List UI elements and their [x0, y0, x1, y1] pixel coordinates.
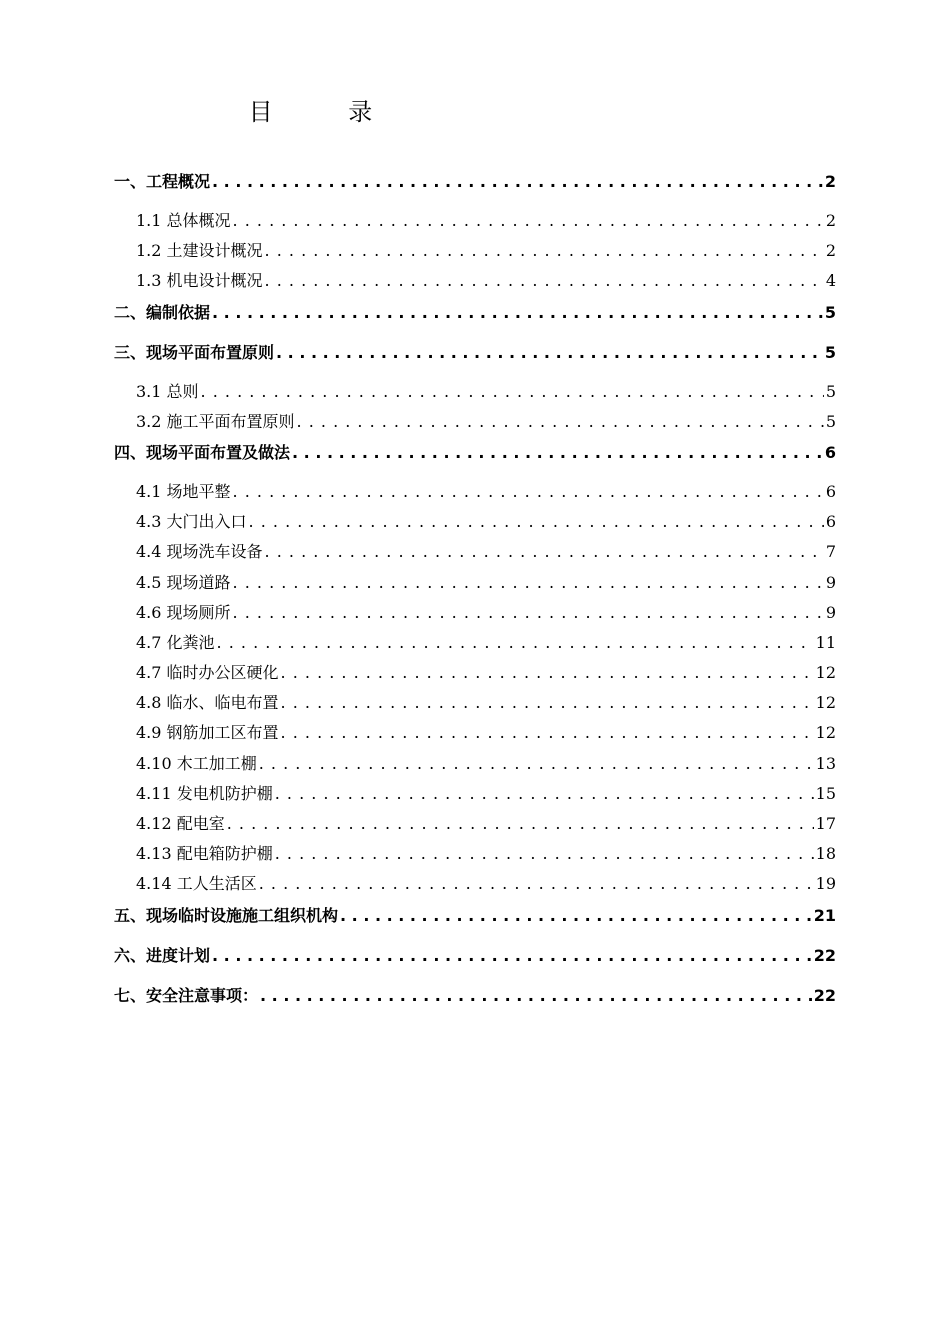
toc-dot-leader [275, 839, 814, 869]
toc-entry-label: 1.3 机电设计概况 [136, 271, 263, 291]
toc-entry-label: 4.11 发电机防护棚 [136, 783, 273, 803]
toc-entry-label: 4.12 配电室 [136, 814, 225, 833]
toc-entry-label: 1.1 总体概况 [136, 211, 231, 230]
toc-entry-label: 4.7 化粪池 [136, 632, 215, 652]
toc-section-entry[interactable] [114, 206, 836, 236]
toc-entry-label: 1.2 土建设计概况 [136, 241, 263, 261]
toc-page-number: 7 [825, 542, 836, 562]
toc-page-number: 21 [813, 905, 836, 925]
toc-page-number: 2 [825, 241, 836, 261]
toc-page-number: 15 [815, 783, 836, 803]
toc-entry-label: 六、进度计划 [114, 945, 211, 965]
toc-dot-leader [259, 869, 814, 899]
toc-chapter-entry[interactable] [114, 166, 836, 206]
toc-section-entry[interactable] [114, 809, 836, 839]
toc-page-number: 12 [815, 723, 836, 743]
toc-dot-leader [340, 900, 812, 932]
toc-entry-label: 五、现场临时设施施工组织机构 [114, 905, 339, 925]
toc-section-entry[interactable] [114, 598, 836, 628]
table-of-contents [114, 166, 836, 1020]
toc-page-number: 5 [825, 381, 836, 401]
toc-section-entry[interactable] [114, 507, 836, 537]
toc-page-number: 18 [815, 844, 836, 864]
toc-dot-leader [201, 377, 824, 407]
toc-section-entry[interactable] [114, 266, 836, 296]
toc-dot-leader [281, 688, 814, 718]
toc-dot-leader [275, 779, 814, 809]
toc-dot-leader [276, 337, 823, 369]
toc-page-number: 2 [825, 211, 836, 230]
toc-entry-label: 4.8 临水、临电布置 [136, 693, 279, 713]
toc-dot-leader [281, 718, 814, 748]
toc-page-number: 6 [825, 481, 836, 501]
toc-page-number: 11 [815, 632, 836, 652]
toc-page-number: 9 [825, 572, 836, 592]
toc-dot-leader [265, 266, 824, 296]
toc-entry-label: 4.6 现场厕所 [136, 602, 231, 622]
toc-section-entry[interactable] [114, 718, 836, 748]
toc-entry-label: 4.4 现场洗车设备 [136, 542, 263, 562]
toc-section-entry[interactable] [114, 477, 836, 507]
toc-entry-label: 3.2 施工平面布置原则 [136, 411, 295, 431]
toc-page-number: 22 [813, 945, 836, 965]
toc-page-number: 6 [824, 442, 836, 462]
toc-section-entry[interactable] [114, 377, 836, 407]
toc-section-entry[interactable] [114, 869, 836, 899]
toc-entry-label: 3.1 总则 [136, 381, 199, 401]
toc-page-number: 17 [815, 814, 836, 833]
toc-page-number: 12 [815, 663, 836, 683]
toc-chapter-entry[interactable] [114, 900, 836, 940]
toc-section-entry[interactable] [114, 568, 836, 598]
toc-dot-leader [212, 297, 823, 329]
toc-page-number: 13 [815, 753, 836, 773]
toc-entry-label: 4.13 配电箱防护棚 [136, 844, 273, 864]
toc-dot-leader [297, 407, 824, 437]
toc-entry-label: 4.5 现场道路 [136, 572, 231, 592]
toc-entry-label: 4.10 木工加工棚 [136, 753, 257, 773]
toc-page-number: 22 [813, 985, 836, 1005]
toc-entry-label: 二、编制依据 [114, 302, 211, 322]
toc-page-number: 2 [824, 172, 836, 191]
toc-section-entry[interactable] [114, 407, 836, 437]
toc-section-entry[interactable] [114, 628, 836, 658]
toc-dot-leader [233, 598, 824, 628]
toc-entry-label: 4.3 大门出入口 [136, 512, 247, 532]
toc-page-number: 4 [825, 271, 836, 291]
toc-entry-label: 4.14 工人生活区 [136, 874, 257, 894]
toc-dot-leader [249, 507, 824, 537]
toc-dot-leader [212, 166, 823, 198]
toc-section-entry[interactable] [114, 537, 836, 567]
toc-page-number: 9 [825, 602, 836, 622]
toc-dot-leader [281, 658, 814, 688]
toc-chapter-entry[interactable] [114, 980, 836, 1020]
toc-page-number: 19 [815, 874, 836, 894]
toc-dot-leader [212, 940, 812, 972]
toc-entry-label: 三、现场平面布置原则 [114, 342, 275, 362]
toc-dot-leader [217, 628, 814, 658]
toc-page-number: 5 [824, 342, 836, 362]
toc-chapter-entry[interactable] [114, 297, 836, 337]
toc-page-number: 5 [825, 411, 836, 431]
toc-entry-label: 七、安全注意事项： [114, 985, 259, 1005]
toc-entry-label: 四、现场平面布置及做法 [114, 442, 291, 462]
toc-title: 目 录 [248, 98, 407, 126]
toc-chapter-entry[interactable] [114, 337, 836, 377]
toc-page-number: 5 [824, 302, 836, 322]
toc-dot-leader [233, 568, 824, 598]
toc-dot-leader [227, 809, 814, 839]
toc-dot-leader [233, 206, 824, 236]
toc-section-entry[interactable] [114, 839, 836, 869]
toc-section-entry[interactable] [114, 779, 836, 809]
toc-entry-label: 一、工程概况 [114, 172, 211, 191]
toc-chapter-entry[interactable] [114, 940, 836, 980]
toc-dot-leader [259, 749, 814, 779]
toc-page-number: 6 [825, 512, 836, 532]
toc-section-entry[interactable] [114, 658, 836, 688]
toc-dot-leader [260, 980, 812, 1012]
toc-chapter-entry[interactable] [114, 437, 836, 477]
toc-entry-label: 4.9 钢筋加工区布置 [136, 723, 279, 743]
toc-section-entry[interactable] [114, 236, 836, 266]
toc-section-entry[interactable] [114, 688, 836, 718]
toc-dot-leader [233, 477, 824, 507]
toc-entry-label: 4.7 临时办公区硬化 [136, 663, 279, 683]
toc-page-number: 12 [815, 693, 836, 713]
toc-section-entry[interactable] [114, 749, 836, 779]
toc-entry-label: 4.1 场地平整 [136, 481, 231, 501]
toc-dot-leader [265, 537, 824, 567]
toc-dot-leader [265, 236, 824, 266]
toc-dot-leader [292, 437, 823, 469]
